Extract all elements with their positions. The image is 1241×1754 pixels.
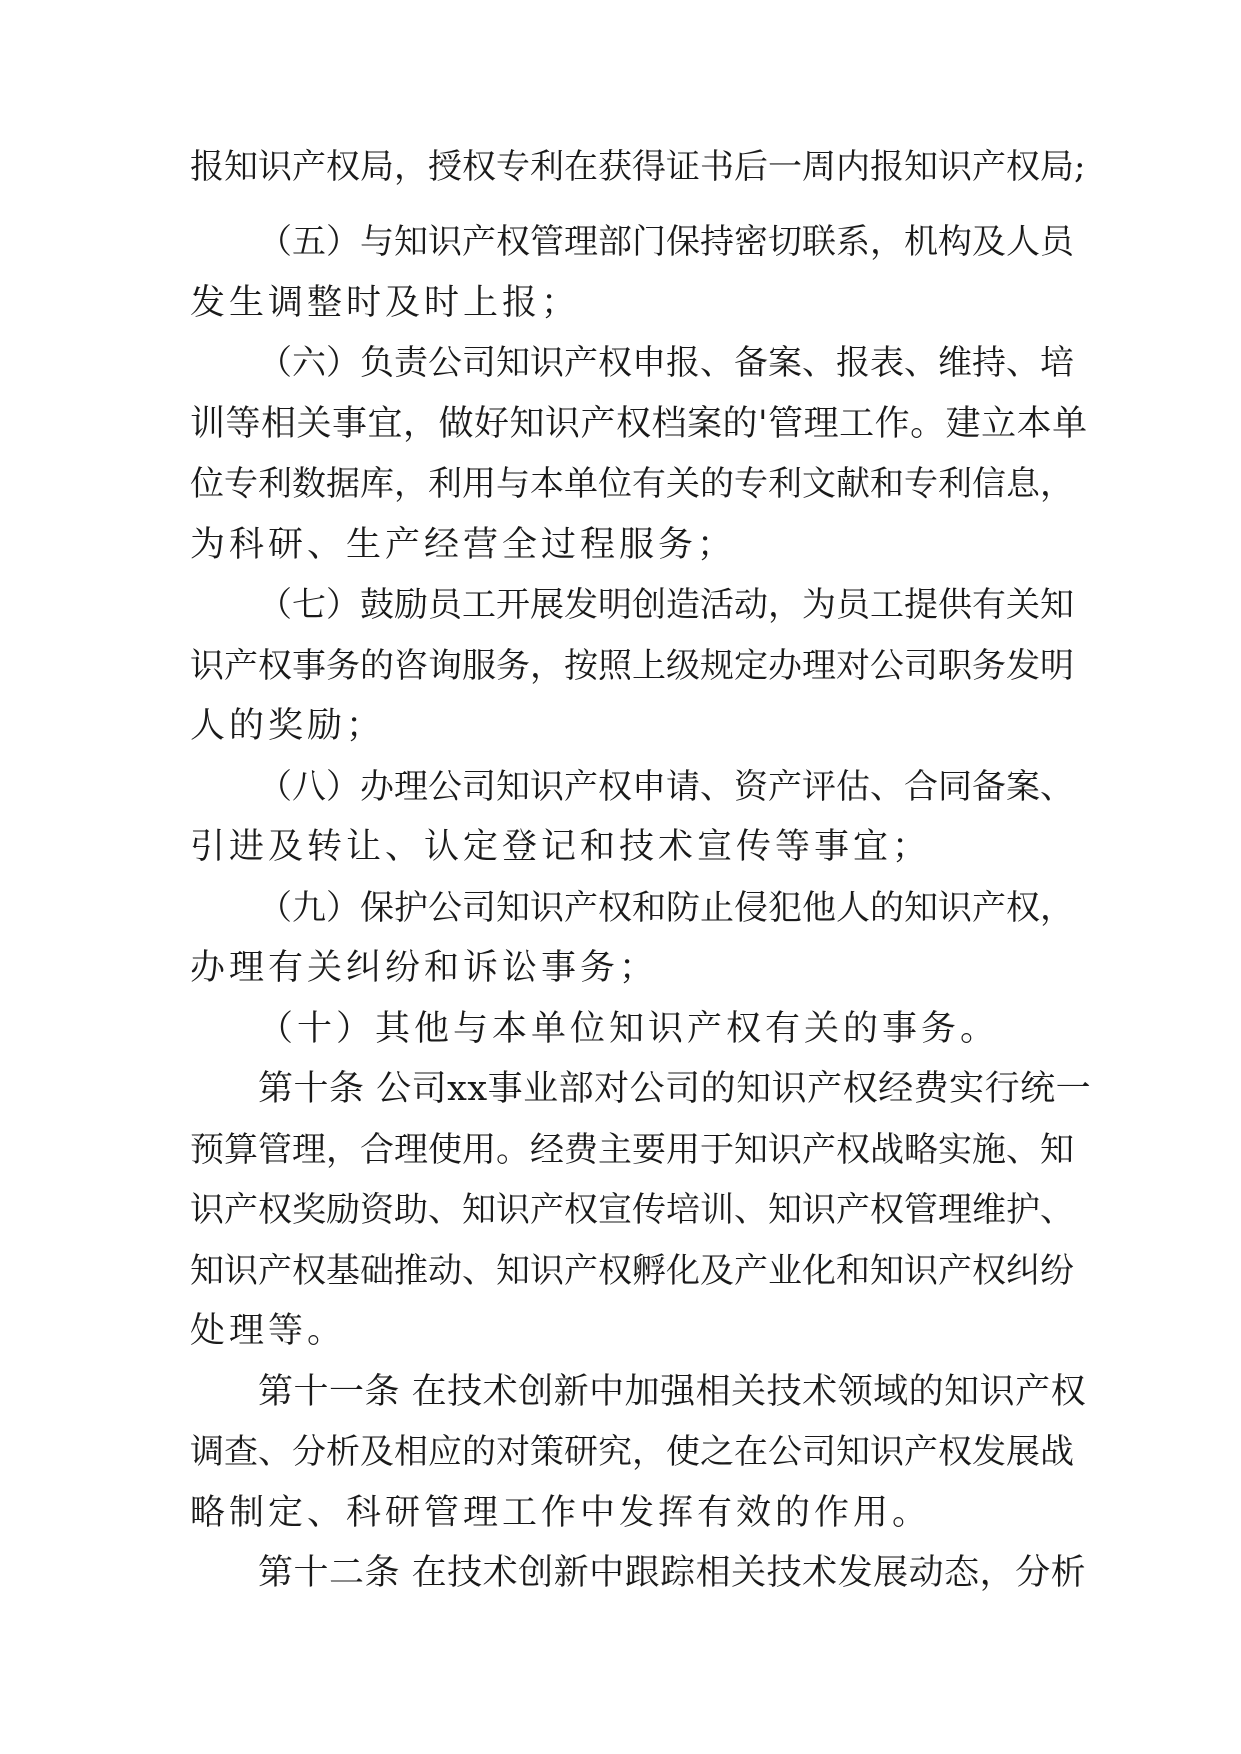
text-line-16: 第十条 公司xx事业部对公司的知识产权经费实行统一	[258, 1069, 1092, 1109]
text-line-8: （七）鼓励员工开展发明创造活动，为员工提供有关知	[258, 585, 1074, 625]
text-line-19: 知识产权基础推动、知识产权孵化及产业化和知识产权纠纷	[190, 1251, 1074, 1291]
text-line-2: （五）与知识产权管理部门保持密切联系，机构及人员	[258, 222, 1074, 262]
text-line-5: 训等相关事宜，做好知识产权档案的'管理工作。建立本单	[190, 404, 1088, 444]
text-line-7: 为科研、生产经营全过程服务；	[190, 525, 737, 565]
text-line-10: 人的奖励；	[190, 706, 386, 746]
text-line-17: 预算管理，合理使用。经费主要用于知识产权战略实施、知	[190, 1130, 1074, 1170]
text-line-22: 调查、分析及相应的对策研究，使之在公司知识产权发展战	[190, 1432, 1074, 1472]
text-line-21: 第十一条 在技术创新中加强相关技术领域的知识产权	[258, 1372, 1087, 1412]
text-line-20: 处理等。	[190, 1311, 347, 1351]
text-line-14: 办理有关纠纷和诉讼事务；	[190, 948, 659, 988]
text-line-12: 引进及转让、认定登记和技术宣传等事宜；	[190, 827, 932, 867]
text-line-1: 报知识产权局，授权专利在获得证书后一周内报知识产权局;	[190, 147, 1086, 187]
text-line-15: （十）其他与本单位知识产权有关的事务。	[258, 1009, 1000, 1049]
text-line-23: 略制定、科研管理工作中发挥有效的作用。	[190, 1493, 932, 1533]
text-line-6: 位专利数据库，利用与本单位有关的专利文献和专利信息，	[190, 464, 1074, 504]
text-line-3: 发生调整时及时上报；	[190, 283, 581, 323]
text-line-13: （九）保护公司知识产权和防止侵犯他人的知识产权，	[258, 888, 1074, 928]
text-line-18: 识产权奖励资助、知识产权宣传培训、知识产权管理维护、	[190, 1190, 1074, 1230]
text-line-24: 第十二条 在技术创新中跟踪相关技术发展动态，分析	[258, 1553, 1087, 1593]
text-line-9: 识产权事务的咨询服务，按照上级规定办理对公司职务发明	[190, 646, 1074, 686]
text-line-11: （八）办理公司知识产权申请、资产评估、合同备案、	[258, 767, 1074, 807]
text-line-4: （六）负责公司知识产权申报、备案、报表、维持、培	[258, 343, 1074, 383]
